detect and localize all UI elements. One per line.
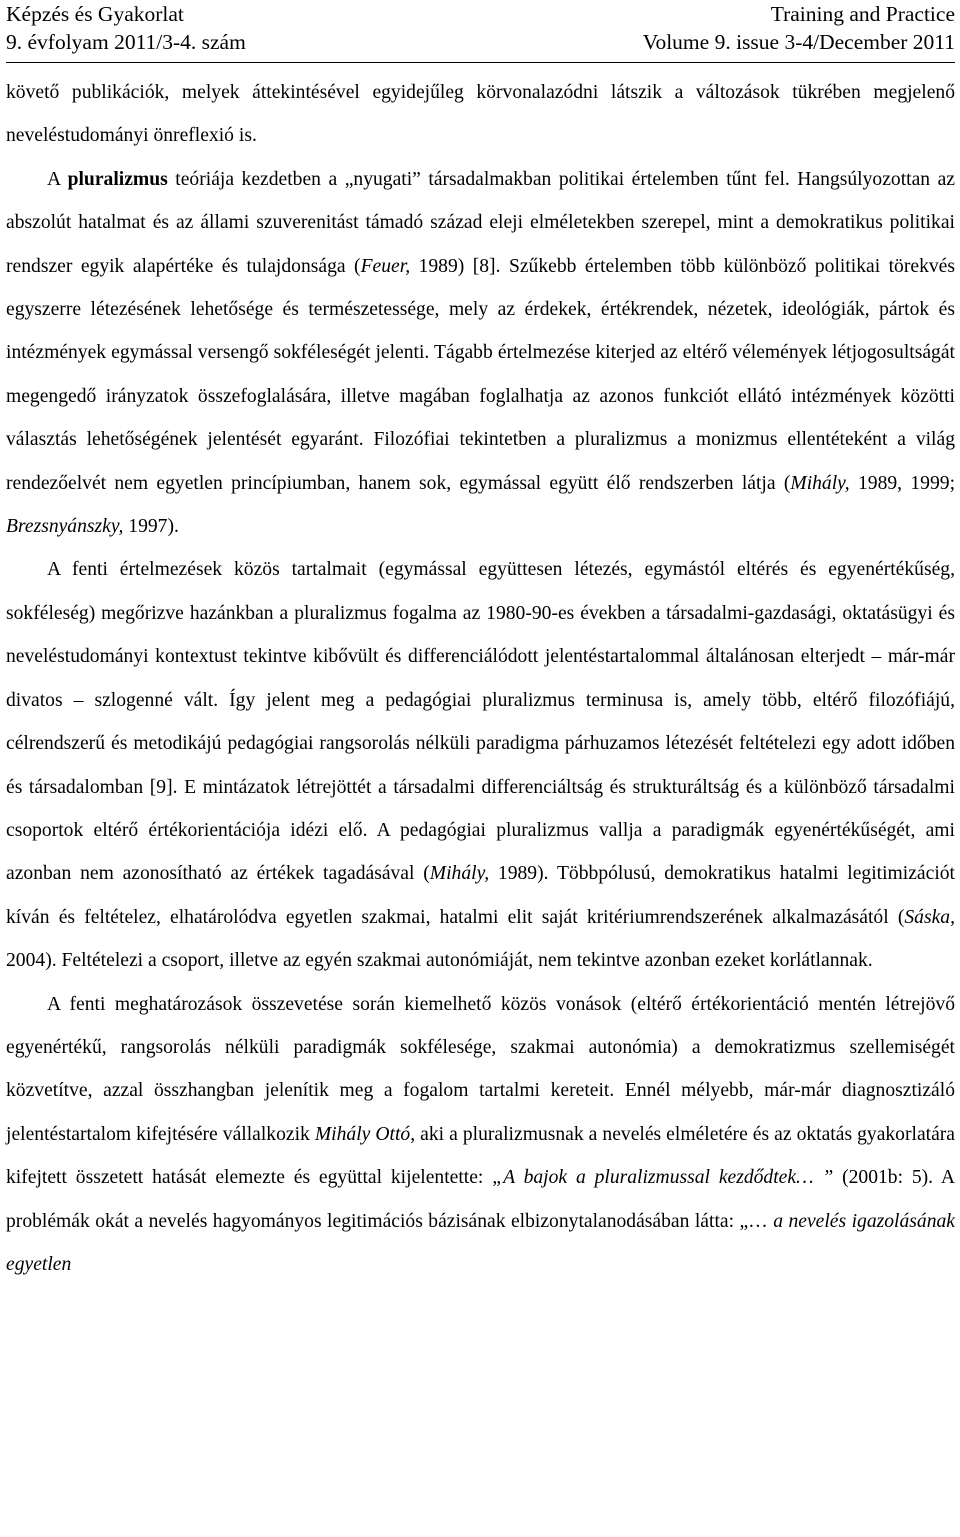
paragraph-3-text-b: 1989). Többpólusú, demokratikus hatalmi legitimizációt kíván és feltételez, elhatárolódva egyetlen szakmai, hatalmi elit saját kritériumrendszerének alkalmazásától ( — [6, 863, 955, 928]
citation-brezsnyanszky: Brezsnyánszky, — [6, 516, 124, 538]
journal-title-en: Training and Practice — [770, 2, 955, 26]
paragraph-4-text-c: (2001b: 5). A problémák okát a nevelés hagyományos legitimációs bázisának elbizonytalanodásában látta: „… — [6, 1167, 955, 1232]
citation-feuer: Feuer, — [360, 255, 411, 277]
page-header — [6, 0, 955, 62]
paragraph-4-text-b: , aki a pluralizmusnak a nevelés elméletére és az oktatás gyakorlatára kifejtett összetett hatását elemezte és együttal kijelentette: — [6, 1123, 956, 1189]
paragraph-1-text: követő publikációk, melyek áttekintésével egyidejűleg körvonalazódni látszik a változások tükrében megjelenő neveléstudományi önreflexió is. — [6, 82, 955, 147]
pluralizmus-term: pluralizmus — [67, 168, 168, 190]
citation-mihaly: Mihály, — [790, 472, 850, 494]
author-mihaly-otto: Mihály Ottó — [314, 1123, 411, 1145]
quote-bajok: „A bajok a pluralizmussal kezdődtek… ” — [492, 1167, 834, 1189]
paragraph-3 — [6, 548, 955, 982]
article-body — [6, 71, 955, 1286]
volume-label-hu: 9. évfolyam 2011/3-4. szám — [6, 30, 246, 54]
quote-neveles-igazolasa: a nevelés igazolásának egyetlen — [6, 1210, 955, 1275]
paragraph-3-text-a: A fenti értelmezések közös tartalmait (egymással együttesen létezés, egymástól eltérés és egyenértékűség, sokféleség) megőrizve hazánkban a pluralizmus fogalma az 1980-90-es években a társadalmi-gazdasági, oktatásügyi és neveléstudományi kontextust tekintve kibővült és differenciálódott jelentéstartalommal általánosan elterjedt – már-már divatos – szlogenné vált. Így jelent meg a pedagógiai pluralizmus terminusa is, amely több, eltérő filozófiájú, célrendszerű és metodikájú pedagógiai rangsorolás nélküli paradigma párhuzamos létezését feltételezi egy adott időben és társadalomban [9]. E mintázatok létrejöttét a társadalmi differenciáltság és strukturáltság és a különböző társadalmi csoportok eltérő értékorientációja idézi elő. A pedagógiai pluralizmus vallja a paradigmák egyenértékűségét, ami azonban nem azonosítható az értékek tagadásával ( — [6, 559, 955, 885]
paragraph-2 — [6, 158, 955, 549]
paragraph-2-text-b: teóriája kezdetben a „nyugati” társadalmakban politikai értelemben tűnt fel. Hangsúlyozottan az abszolút hatalmat és az állami szuverenitást támadó század eleji elméletekben szerepel, mint a demokratikus politikai rendszer egyik alapértéke és tulajdonsága ( — [6, 168, 955, 277]
paragraph-2-text-d: 1989, 1999; — [849, 472, 956, 494]
journal-title-hu: Képzés és Gyakorlat — [6, 2, 184, 26]
citation-saska: Sáska, — [904, 906, 955, 928]
paragraph-2-text-a: A — [47, 168, 68, 190]
paragraph-1 — [6, 71, 955, 158]
header-row-titles — [6, 0, 955, 28]
paragraph-2-text-e: 1997). — [123, 516, 179, 538]
paragraph-2-text-c: 1989) [8]. Szűkebb értelemben több különböző politikai törekvés egyszerre létezésének lehetősége és természetessége, mely az érdekek, értékrendek, nézetek, ideológiák, pártok és intézmények egymással versengő sokféleségét jelenti. Tágabb értelmezése kiterjed az eltérő vélemények létjogosultságát megengedő irányzatok összefoglalására, illetve magában foglalhatja az azonos funkciót ellátó intézmények közötti választás lehetőségének jelentését egyaránt. Filozófiai tekintetben a pluralizmus a monizmus ellentéteként a világ rendezőelvét nem egyetlen princípiumban, hanem sok, egymással együtt élő rendszerben látja ( — [6, 255, 955, 494]
citation-mihaly-2: Mihály, — [429, 863, 490, 885]
paragraph-3-text-c: 2004). Feltételezi a csoport, illetve az egyén szakmai autonómiáját, nem tekintve azonban ezeket korlátlannak. — [6, 950, 873, 972]
header-rule — [6, 62, 955, 63]
paragraph-4-text-a: A fenti meghatározások összevetése során kiemelhető közös vonások (eltérő értékorientáció mentén létrejövő egyenértékű, rangsorolás nélküli paradigmák sokfélesége, szakmai autonómia) a demokratizmus szellemiségét közvetítve, azzal összhangban jelenítik meg a fogalom tartalmi kereteit. Ennél mélyebb, már-már diagnosztizáló jelentéstartalom kifejtésére vállalkozik — [6, 993, 955, 1145]
header-row-volumes — [6, 28, 955, 56]
volume-label-en: Volume 9. issue 3-4/December 2011 — [642, 30, 955, 54]
paragraph-4 — [6, 983, 955, 1287]
